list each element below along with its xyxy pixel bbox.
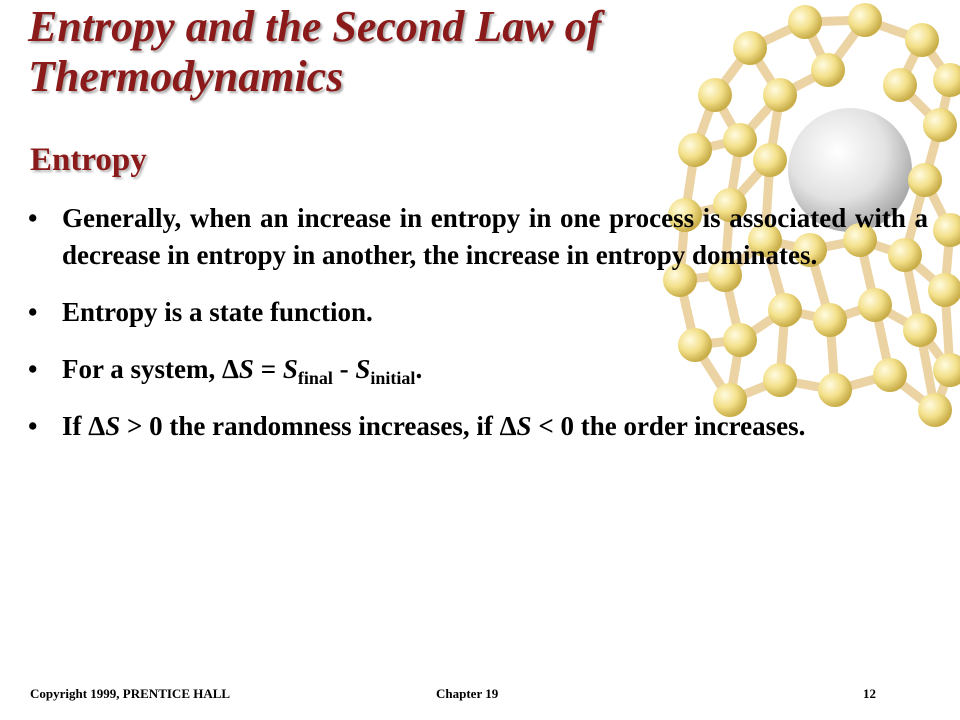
bullet-3-end: . bbox=[415, 354, 423, 384]
molecule-atom bbox=[923, 108, 957, 142]
delta-symbol: Δ bbox=[88, 411, 106, 441]
bullet-3-prefix: For a system, bbox=[62, 354, 222, 384]
delta-symbol: Δ bbox=[221, 354, 239, 384]
molecule-atom bbox=[788, 5, 822, 39]
molecule-atom bbox=[883, 68, 917, 102]
bullet-4-part1: If bbox=[62, 411, 89, 441]
bullet-4-part2: > 0 the randomness increases, if bbox=[120, 411, 500, 441]
footer-copyright: Copyright 1999, PRENTICE HALL bbox=[30, 686, 231, 701]
bullet-item-4 bbox=[28, 408, 928, 445]
molecule-atom bbox=[753, 143, 787, 177]
subscript-final: final bbox=[297, 368, 333, 388]
bullet-item-3 bbox=[28, 351, 928, 388]
slide-subtitle: Entropy bbox=[30, 142, 147, 178]
equals-sign: = bbox=[253, 354, 283, 384]
bullet-4-part3: < 0 the order increases. bbox=[531, 411, 806, 441]
entropy-variable: S bbox=[516, 411, 532, 441]
subscript-initial: initial bbox=[370, 368, 416, 388]
entropy-initial-variable: S bbox=[355, 354, 371, 384]
entropy-variable: S bbox=[105, 411, 121, 441]
molecule-atom bbox=[678, 133, 712, 167]
entropy-final-variable: S bbox=[282, 354, 298, 384]
footer-chapter: Chapter 19 bbox=[436, 686, 499, 701]
molecule-atom bbox=[811, 53, 845, 87]
molecule-atom bbox=[723, 123, 757, 157]
molecule-atom bbox=[848, 3, 882, 37]
minus-sign: - bbox=[332, 354, 356, 384]
molecule-atom bbox=[933, 213, 960, 247]
slide-title: Entropy and the Second Law of Thermodynamics bbox=[28, 2, 602, 101]
bullet-list bbox=[28, 200, 928, 465]
bullet-item-1: • Generally, when an increase in entropy in one process is associated with a decrease in entropy in another, the increase in entropy dominates. bbox=[28, 200, 928, 274]
footer-page-number: 12 bbox=[863, 686, 876, 701]
molecule-atom bbox=[905, 23, 939, 57]
delta-symbol: Δ bbox=[499, 411, 517, 441]
entropy-variable: S bbox=[238, 354, 254, 384]
molecule-atom bbox=[763, 78, 797, 112]
bullet-item-2: • Entropy is a state function. bbox=[28, 294, 928, 331]
molecule-atom bbox=[908, 163, 942, 197]
